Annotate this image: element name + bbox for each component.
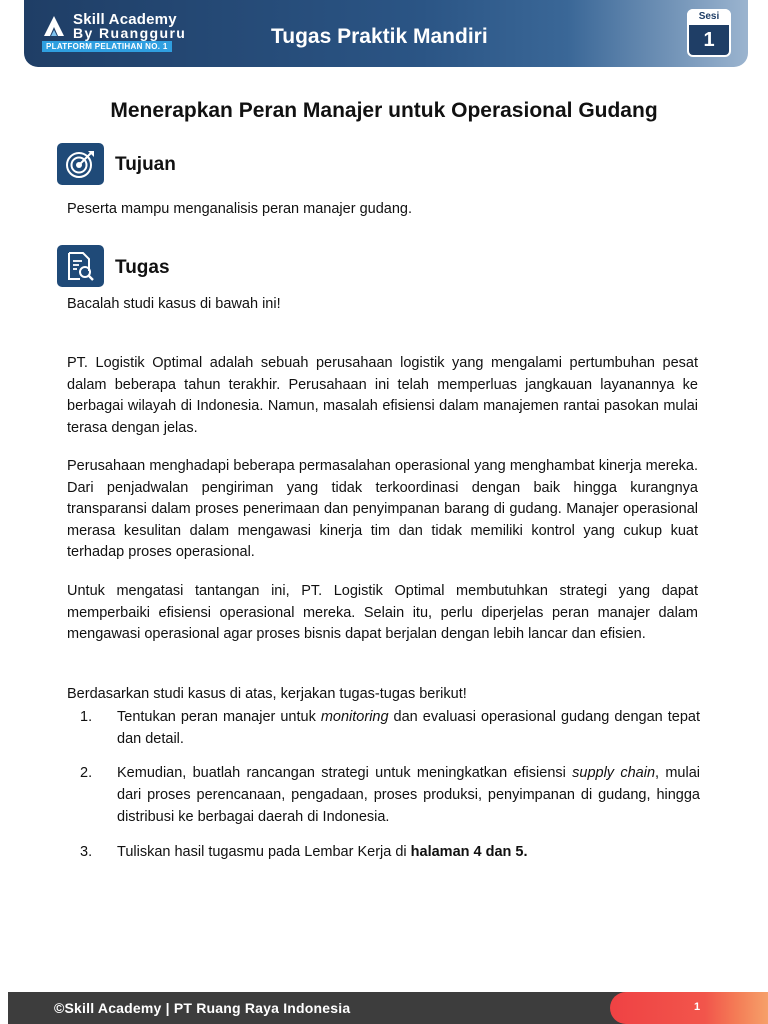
header-banner [24, 0, 748, 67]
brand-subname: By Ruangguru [73, 25, 187, 41]
case-study-paragraph: Untuk mengatasi tantangan ini, PT. Logistik Optimal membutuhkan strategi yang dapat memperbaiki efisiensi operasional mereka. Selain itu, perlu diperjelas peran manajer dalam mengawasi operasional agar proses bisnis dapat berjalan dengan lebih lancar dan efisien. [67, 583, 698, 642]
task-text: Tentukan peran manajer untuk monitoring dan evaluasi operasional gudang dengan tepat dan detail. [117, 709, 700, 747]
task-text: Tuliskan hasil tugasmu pada Lembar Kerja di halaman 4 dan 5. [117, 844, 528, 860]
tasks-intro: Berdasarkan studi kasus di atas, kerjakan tugas-tugas berikut! [67, 686, 467, 702]
session-label: Sesi [687, 9, 731, 25]
page-number-badge [610, 992, 768, 1024]
tugas-heading: Tugas [115, 257, 170, 278]
brand-tagline: PLATFORM PELATIHAN NO. 1 [42, 41, 172, 52]
target-icon [65, 149, 96, 180]
document-title: Menerapkan Peran Manajer untuk Operasional Gudang [110, 99, 658, 122]
document-search-icon [65, 251, 96, 282]
skill-academy-logo-icon [42, 14, 66, 38]
tugas-intro: Bacalah studi kasus di bawah ini! [67, 296, 281, 312]
case-study-paragraph: PT. Logistik Optimal adalah sebuah perusahaan logistik yang mengalami pertumbuhan pesat dalam beberapa tahun terakhir. Perusahaan ini telah memperluas jangkauan layanannya ke berbagai wilayah di Indonesia. Namun, masalah efisiensi dalam manajemen rantai pasokan mulai terasa dengan jelas. [67, 355, 698, 436]
header-title: Tugas Praktik Mandiri [271, 25, 488, 48]
brand-name: Skill Academy [73, 11, 177, 28]
task-text: Kemudian, buatlah rancangan strategi untuk meningkatkan efisiensi supply chain, mulai dari proses perencanaan, pengadaan, proses produksi, penyimpanan di gudang, hingga distribusi ke berbagai daerah di Indonesia. [117, 765, 700, 825]
case-study-paragraph: Perusahaan menghadapi beberapa permasalahan operasional yang menghambat kinerja mereka. Dari penjadwalan pengiriman yang tidak terkoordinasi dengan baik hingga kurangnya transparansi dalam proses penerimaan dan penyimpanan barang di gudang. Manajer operasional merasa kesulitan dalam mengawasi kinerja tim dan tidak memiliki kontrol yang cukup kuat terhadap proses operasional. [67, 458, 698, 560]
session-badge [687, 9, 731, 57]
page-number: 1 [694, 1001, 701, 1013]
task-number: 1. [80, 709, 93, 725]
session-number: 1 [703, 29, 715, 51]
footer-copyright: ©Skill Academy | PT Ruang Raya Indonesia [54, 1000, 351, 1016]
task-number: 2. [80, 765, 93, 781]
tujuan-text: Peserta mampu menganalisis peran manajer gudang. [67, 201, 412, 217]
tujuan-heading: Tujuan [115, 154, 176, 175]
task-number: 3. [80, 844, 93, 860]
footer-bar [8, 992, 768, 1024]
tugas-icon-tile [57, 245, 104, 287]
tujuan-icon-tile [57, 143, 104, 185]
